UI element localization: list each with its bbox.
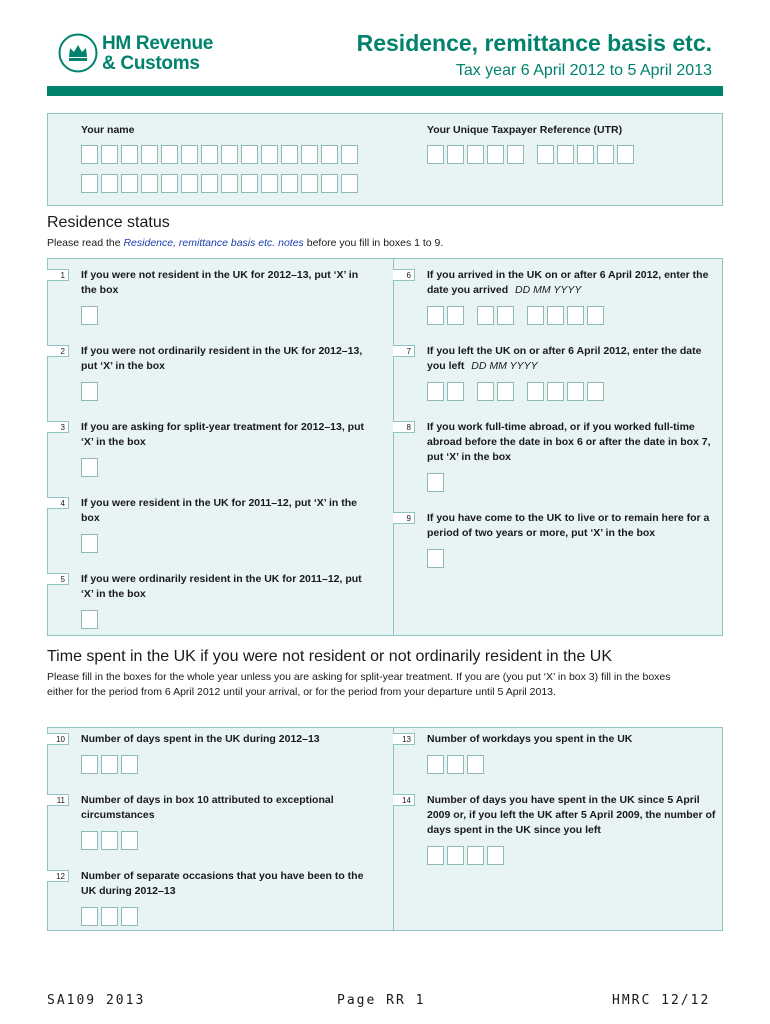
input-box[interactable] [427, 755, 444, 774]
page-title: Residence, remittance basis etc. [356, 30, 712, 56]
input-box[interactable] [467, 846, 484, 865]
residence-box-number: 1 [47, 269, 69, 281]
utr-label: Your Unique Taxpayer Reference (UTR) [427, 124, 623, 136]
input-box[interactable] [81, 458, 98, 477]
time-box-number: 10 [47, 733, 69, 745]
input-box[interactable] [121, 831, 138, 850]
input-box[interactable] [201, 174, 218, 193]
input-box[interactable] [161, 145, 178, 164]
residence-box-number: 4 [47, 497, 69, 509]
input-box[interactable] [101, 145, 118, 164]
input-box[interactable] [547, 382, 564, 401]
residence-box-number: 7 [393, 345, 415, 357]
input-box[interactable] [121, 755, 138, 774]
input-box[interactable] [587, 382, 604, 401]
input-box[interactable] [181, 174, 198, 193]
input-box[interactable] [81, 907, 98, 926]
residence-question-8: If you work full-time abroad, or if you worked full-time abroad before the date in box 6 or after the date in box 7, put ‘X’ in the box [427, 421, 711, 463]
input-box[interactable] [487, 145, 504, 164]
input-box[interactable] [477, 382, 494, 401]
residence-question-7: If you left the UK on or after 6 April 2012, enter the date you left DD MM YYYY [427, 345, 702, 372]
input-box[interactable] [181, 145, 198, 164]
input-box[interactable] [467, 145, 484, 164]
residence-column-divider [393, 258, 394, 636]
date-format-hint: DD MM YYYY [468, 360, 538, 372]
logo-line2: & Customs [102, 53, 200, 74]
input-box[interactable] [101, 174, 118, 193]
name-label: Your name [81, 124, 135, 136]
input-box[interactable] [121, 174, 138, 193]
residence-box-number: 3 [47, 421, 69, 433]
residence-box-number: 5 [47, 573, 69, 585]
residence-question-9: If you have come to the UK to live or to remain here for a period of two years or more, put ‘X’ in the box [427, 512, 710, 539]
input-box[interactable] [121, 145, 138, 164]
logo-line1: HM Revenue [102, 33, 214, 54]
input-box[interactable] [201, 145, 218, 164]
input-box[interactable] [221, 145, 238, 164]
tax-year-subtitle: Tax year 6 April 2012 to 5 April 2013 [455, 62, 712, 79]
input-box[interactable] [427, 382, 444, 401]
input-box[interactable] [577, 145, 594, 164]
input-box[interactable] [261, 145, 278, 164]
time-box-number: 14 [393, 794, 415, 806]
input-box[interactable] [281, 174, 298, 193]
residence-question-5: If you were ordinarily resident in the UK for 2011–12, put ‘X’ in the box [81, 573, 362, 600]
time-question-12: Number of separate occasions that you have been to the UK during 2012–13 [81, 870, 364, 897]
input-box[interactable] [427, 549, 444, 568]
input-box[interactable] [427, 473, 444, 492]
input-box[interactable] [221, 174, 238, 193]
page-number: Page RR 1 [337, 993, 426, 1008]
header-divider [47, 86, 723, 96]
input-box[interactable] [281, 145, 298, 164]
input-box[interactable] [241, 145, 258, 164]
residence-box-number: 8 [393, 421, 415, 433]
input-box[interactable] [527, 382, 544, 401]
time-question-11: Number of days in box 10 attributed to exceptional circumstances [81, 794, 334, 821]
residence-box-number: 2 [47, 345, 69, 357]
input-box[interactable] [241, 174, 258, 193]
input-box[interactable] [487, 846, 504, 865]
input-box[interactable] [447, 306, 464, 325]
input-box[interactable] [507, 145, 524, 164]
input-box[interactable] [81, 755, 98, 774]
input-box[interactable] [427, 306, 444, 325]
input-box[interactable] [81, 610, 98, 629]
input-box[interactable] [101, 755, 118, 774]
input-box[interactable] [597, 145, 614, 164]
input-box[interactable] [497, 306, 514, 325]
time-intro: Please fill in the boxes for the whole year unless you are asking for split-year treatment. If you are (you put ‘X’ in box 3) fill in the boxes either for the period from 6 April 2012 until your arrival, or for the period from your departure until 5 April 2013. [47, 671, 671, 698]
time-heading: Time spent in the UK if you were not resident or not ordinarily resident in the UK [47, 648, 613, 665]
residence-question-6: If you arrived in the UK on or after 6 April 2012, enter the date you arrived DD MM YYYY [427, 269, 709, 296]
input-box[interactable] [427, 846, 444, 865]
input-box[interactable] [321, 174, 338, 193]
input-box[interactable] [81, 382, 98, 401]
input-box[interactable] [301, 174, 318, 193]
input-box[interactable] [557, 145, 574, 164]
date-format-hint: DD MM YYYY [512, 284, 582, 296]
input-box[interactable] [587, 306, 604, 325]
input-box[interactable] [467, 755, 484, 774]
residence-question-4: If you were resident in the UK for 2011–12, put ‘X’ in the box [81, 497, 357, 524]
input-box[interactable] [447, 755, 464, 774]
residence-question-3: If you are asking for split-year treatment for 2012–13, put ‘X’ in the box [81, 421, 365, 448]
residence-heading: Residence status [47, 214, 170, 231]
input-box[interactable] [477, 306, 494, 325]
time-box-number: 13 [393, 733, 415, 745]
input-box[interactable] [81, 174, 98, 193]
input-box[interactable] [101, 831, 118, 850]
input-box[interactable] [537, 145, 554, 164]
residence-box-number: 9 [393, 512, 415, 524]
input-box[interactable] [427, 145, 444, 164]
time-question-13: Number of workdays you spent in the UK [427, 733, 633, 745]
time-question-14: Number of days you have spent in the UK since 5 April 2009 or, if you left the UK after 5 April 2009, the number of days spent in the UK since you left [427, 794, 716, 836]
residence-intro: Please read the Residence, remittance basis etc. notes before you fill in boxes 1 to 9. [47, 237, 444, 249]
time-box-number: 11 [47, 794, 69, 806]
input-box[interactable] [321, 145, 338, 164]
residence-notes-link[interactable]: Residence, remittance basis etc. notes [123, 237, 304, 249]
input-box[interactable] [141, 174, 158, 193]
input-box[interactable] [447, 846, 464, 865]
input-box[interactable] [261, 174, 278, 193]
input-box[interactable] [81, 831, 98, 850]
input-box[interactable] [81, 306, 98, 325]
input-box[interactable] [527, 306, 544, 325]
input-box[interactable] [121, 907, 138, 926]
input-box[interactable] [81, 534, 98, 553]
input-box[interactable] [567, 382, 584, 401]
time-question-10: Number of days spent in the UK during 2012–13 [81, 733, 320, 745]
input-box[interactable] [341, 145, 358, 164]
input-box[interactable] [81, 145, 98, 164]
input-box[interactable] [141, 145, 158, 164]
form-reference: SA109 2013 [47, 993, 146, 1008]
residence-question-2: If you were not ordinarily resident in the UK for 2012–13, put ‘X’ in the box [81, 345, 363, 372]
input-box[interactable] [161, 174, 178, 193]
time-column-divider [393, 727, 394, 931]
input-box[interactable] [547, 306, 564, 325]
input-box[interactable] [567, 306, 584, 325]
input-box[interactable] [497, 382, 514, 401]
residence-box-number: 6 [393, 269, 415, 281]
input-box[interactable] [617, 145, 634, 164]
time-box-number: 12 [47, 870, 69, 882]
input-box[interactable] [447, 145, 464, 164]
input-box[interactable] [447, 382, 464, 401]
crown-crest-icon [58, 33, 98, 73]
input-box[interactable] [101, 907, 118, 926]
residence-question-1: If you were not resident in the UK for 2012–13, put ‘X’ in the box [81, 269, 359, 296]
input-box[interactable] [301, 145, 318, 164]
input-box[interactable] [341, 174, 358, 193]
hmrc-version: HMRC 12/12 [612, 993, 711, 1008]
hmrc-logo [58, 33, 238, 77]
